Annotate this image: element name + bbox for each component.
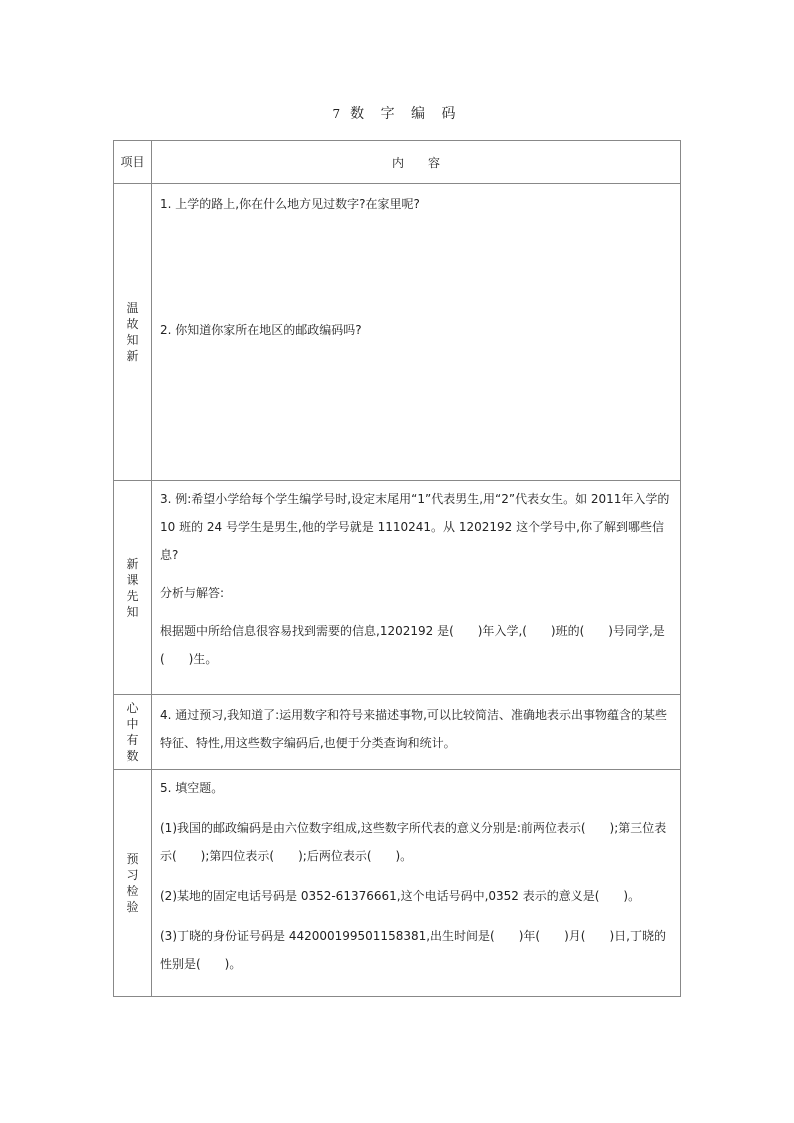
section-summary <box>114 695 681 770</box>
section-content <box>152 695 681 770</box>
question-5-2: (2)某地的固定电话号码是 0352-61376661,这个电话号码中,0352 表示的意义是( )。 <box>160 889 641 903</box>
section-preview <box>114 481 681 695</box>
section-review <box>114 184 681 481</box>
lesson-number: 7 <box>332 107 341 121</box>
analysis-answer: 根据题中所给信息很容易找到需要的信息,1202192 是( )年入学,( )班的( )号同学,是( )生。 <box>160 624 665 666</box>
question-1: 1. 上学的路上,你在什么地方见过数字?在家里呢? <box>160 197 420 211</box>
section-content <box>152 184 681 481</box>
question-5-3: (3)丁晓的身份证号码是 442000199501158381,出生时间是( )年( )月( )日,丁晓的性别是( )。 <box>160 929 666 971</box>
analysis-heading: 分析与解答: <box>160 586 225 600</box>
header-content: 内 容 <box>152 141 681 184</box>
section-label: 预习检验 <box>114 770 152 997</box>
question-5-1: (1)我国的邮政编码是由六位数字组成,这些数字所代表的意义分别是:前两位表示( );第三位表示( );第四位表示( );后两位表示( )。 <box>160 821 667 863</box>
section-label: 新课先知 <box>114 481 152 695</box>
section-check <box>114 770 681 997</box>
section-label: 温故知新 <box>114 184 152 481</box>
section-content <box>152 481 681 695</box>
section-content <box>152 770 681 997</box>
header-item: 项目 <box>114 141 152 184</box>
lesson-title: 数 字 编 码 <box>350 106 462 122</box>
question-3: 3. 例:希望小学给每个学生编学号时,设定末尾用“1”代表男生,用“2”代表女生。如 2011年入学的 10 班的 24 号学生是男生,他的学号就是 1110241。从 1202192 这个学号中,你了解到哪些信息? <box>160 492 670 562</box>
worksheet-table <box>113 140 681 997</box>
question-4: 4. 通过预习,我知道了:运用数字和符号来描述事物,可以比较简洁、准确地表示出事物蕴含的某些特征、特性,用这些数字编码后,也便于分类查询和统计。 <box>160 708 667 750</box>
header-row <box>114 141 681 184</box>
question-2: 2. 你知道你家所在地区的邮政编码吗? <box>160 323 362 337</box>
section-label: 心中有数 <box>114 695 152 770</box>
question-5: 5. 填空题。 <box>160 781 224 795</box>
page-title <box>0 103 794 123</box>
